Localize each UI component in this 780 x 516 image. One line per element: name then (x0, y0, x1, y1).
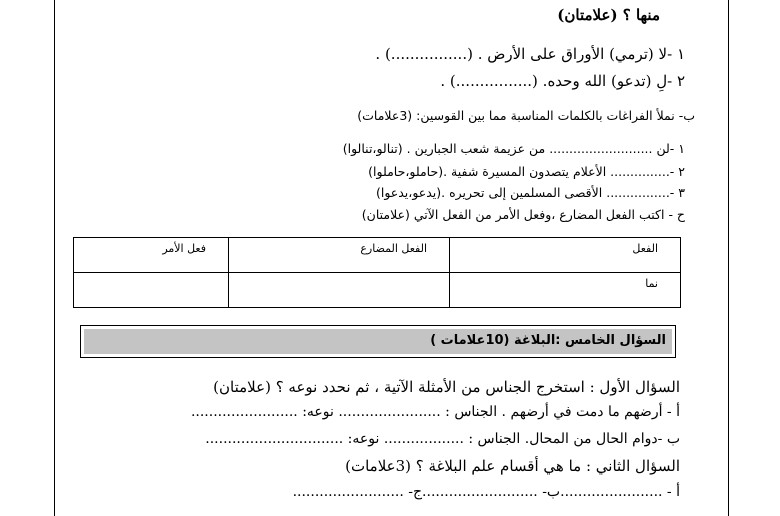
section-5-line-2: أ - أرضهم ما دمت في أرضهم . الجناس : ....................... نوعه: ........................ (190, 404, 680, 420)
part-h-instruction: ح - اكتب الفعل المضارع ،وفعل الأمر من الفعل الآتي (علامتان) (361, 207, 685, 222)
part-b-item-1: ١ -لن .......................... من عزيمة شعب الجبارين . (تنالو،تنالوا) (342, 141, 685, 156)
verb-table-cell[interactable] (229, 273, 450, 308)
section-5-title-shade (84, 329, 672, 354)
verb-table-cell: نما (450, 273, 681, 308)
question-header: منها ؟ (علامتان) (557, 6, 660, 24)
section-5-line-4: السؤال الثاني : ما هي أقسام علم البلاغة ؟ (3علامات) (345, 457, 680, 475)
verb-table-header: فعل الأمر (74, 238, 229, 273)
verb-table-row (74, 273, 681, 308)
verb-table-header: الفعل المضارع (229, 238, 450, 273)
part-b-item-2: ٢ -............... الأعلام يتصدون المسيرة شفية .(حاملو،حاملوا) (368, 164, 685, 179)
section-5-title: السؤال الخامس :البلاغة (10علامات ) (430, 333, 666, 348)
verb-table-header-row (74, 238, 681, 273)
part-a-item-1: ١ -لا (ترمي) الأوراق على الأرض . (................) . (375, 45, 685, 63)
section-5-line-1: السؤال الأول : استخرج الجناس من الأمثلة الآتية ، ثم نحدد نوعه ؟ (علامتان) (213, 378, 680, 396)
verb-table-header: الفعل (450, 238, 681, 273)
section-5-title-box (80, 325, 676, 358)
part-b-heading: ب- نملأ الفراغات بالكلمات المناسبة مما بين القوسين: (3علامات) (357, 108, 695, 123)
verb-table-cell[interactable] (74, 273, 229, 308)
section-5-line-3: ب -دوام الحال من المحال. الجناس : .................. نوعه: ............................... (205, 431, 680, 447)
part-b-item-3: ٣ -................ الأقصى المسلمين إلى تحريره .(يدعو،يدعوا) (375, 185, 685, 200)
part-a-item-2: ٢ -لِ (تدعو) الله وحده. (................) . (440, 72, 685, 90)
verb-table (73, 237, 681, 308)
section-5-line-5: أ - .......................ب- ..........................ج- ......................... (292, 484, 680, 500)
